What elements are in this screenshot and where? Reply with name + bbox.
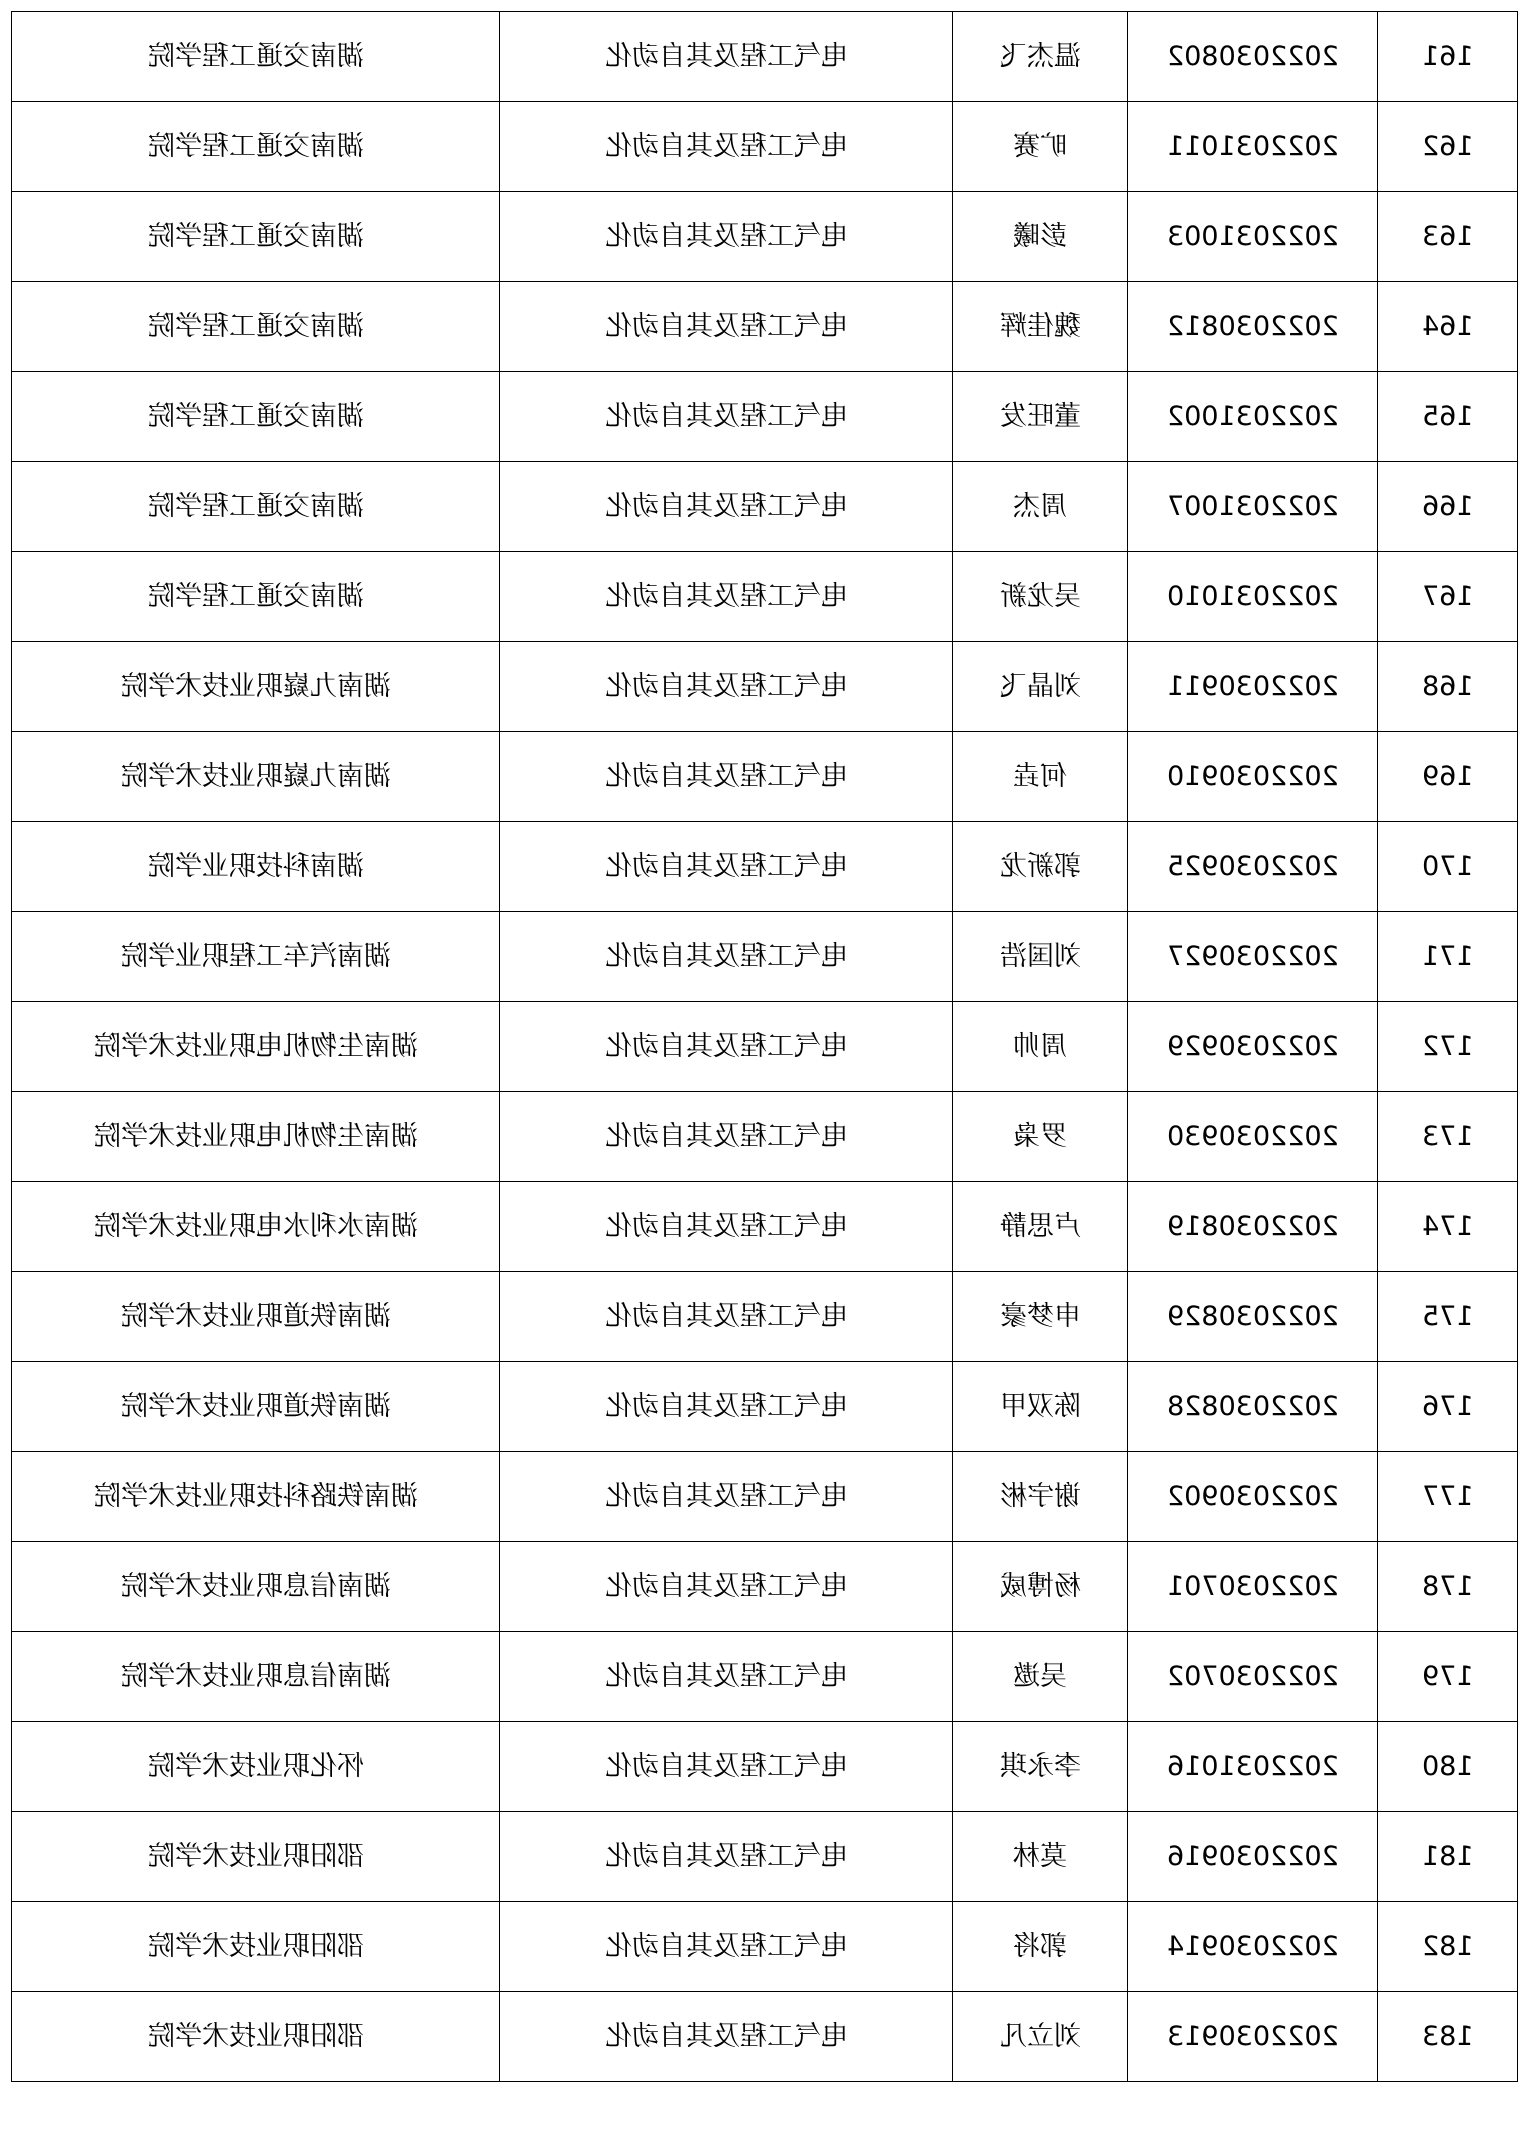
student-id-text: 2022031007 [1166, 491, 1339, 522]
name-cell [953, 372, 1128, 462]
school-cell [12, 1452, 500, 1542]
student-id-text: 2022030916 [1166, 1841, 1339, 1872]
school-cell [12, 372, 500, 462]
student-id-text: 2022030913 [1166, 2021, 1339, 2052]
student-id-text: 2022031003 [1166, 221, 1339, 252]
sequence-cell [1378, 1002, 1518, 1092]
name-cell [953, 1722, 1128, 1812]
table-row [12, 372, 1518, 462]
sequence-cell [1378, 1632, 1518, 1722]
school-cell [12, 1002, 500, 1092]
name-cell [953, 462, 1128, 552]
table-row [12, 1182, 1518, 1272]
school-text: 湖南铁道职业技术学院 [120, 1301, 391, 1332]
school-text: 湖南水利水电职业技术学院 [93, 1211, 418, 1242]
school-text: 湖南汽车工程职业学院 [120, 941, 391, 972]
major-cell [500, 282, 953, 372]
name-cell [953, 642, 1128, 732]
name-cell [953, 1362, 1128, 1452]
school-text: 湖南交通工程学院 [147, 401, 364, 432]
student-id-text: 2022030910 [1166, 761, 1339, 792]
name-text: 陈双甲 [999, 1391, 1081, 1422]
major-cell [500, 912, 953, 1002]
sequence-text: 178 [1421, 1571, 1474, 1602]
sequence-text: 164 [1421, 311, 1474, 342]
name-cell [953, 102, 1128, 192]
student-id-cell [1128, 552, 1378, 642]
student-id-text: 2022030829 [1166, 1301, 1339, 1332]
major-text: 电气工程及其自动化 [604, 1481, 848, 1512]
school-cell [12, 1272, 500, 1362]
name-text: 何垚 [1013, 761, 1067, 792]
sequence-text: 176 [1421, 1391, 1474, 1422]
major-cell [500, 1542, 953, 1632]
sequence-text: 161 [1421, 41, 1474, 72]
major-cell [500, 1722, 953, 1812]
school-text: 湖南铁道职业技术学院 [120, 1391, 391, 1422]
sequence-text: 170 [1421, 851, 1474, 882]
name-text: 杨博威 [999, 1571, 1081, 1602]
major-cell [500, 1902, 953, 1992]
student-roster-table [11, 11, 1518, 2082]
student-id-cell [1128, 1992, 1378, 2082]
school-cell [12, 1092, 500, 1182]
sequence-text: 181 [1421, 1841, 1474, 1872]
student-id-cell [1128, 1182, 1378, 1272]
school-text: 邵阳职业技术学院 [147, 2021, 364, 2052]
name-text: 申梦豪 [999, 1301, 1081, 1332]
school-cell [12, 12, 500, 102]
major-cell [500, 1002, 953, 1092]
major-text: 电气工程及其自动化 [604, 41, 848, 72]
name-text: 周杰 [1013, 491, 1067, 522]
student-id-text: 2022031002 [1166, 401, 1339, 432]
school-cell [12, 1362, 500, 1452]
sequence-cell [1378, 1362, 1518, 1452]
student-id-cell [1128, 372, 1378, 462]
sequence-cell [1378, 642, 1518, 732]
sequence-text: 166 [1421, 491, 1474, 522]
major-text: 电气工程及其自动化 [604, 1121, 848, 1152]
school-cell [12, 102, 500, 192]
major-cell [500, 102, 953, 192]
sequence-text: 174 [1421, 1211, 1474, 1242]
major-cell [500, 1632, 953, 1722]
name-cell [953, 1002, 1128, 1092]
school-cell [12, 1902, 500, 1992]
name-text: 温杰飞 [999, 41, 1081, 72]
student-id-text: 2022030925 [1166, 851, 1339, 882]
student-id-cell [1128, 1632, 1378, 1722]
major-cell [500, 642, 953, 732]
school-text: 湖南信息职业技术学院 [120, 1661, 391, 1692]
sequence-text: 165 [1421, 401, 1474, 432]
sequence-text: 169 [1421, 761, 1474, 792]
name-cell [953, 1812, 1128, 1902]
student-id-text: 2022030902 [1166, 1481, 1339, 1512]
student-id-cell [1128, 912, 1378, 1002]
school-cell [12, 1182, 500, 1272]
school-cell [12, 1722, 500, 1812]
student-id-cell [1128, 102, 1378, 192]
sequence-cell [1378, 1812, 1518, 1902]
school-cell [12, 1992, 500, 2082]
name-cell [953, 1632, 1128, 1722]
table-row [12, 642, 1518, 732]
major-cell [500, 1182, 953, 1272]
table-row [12, 1992, 1518, 2082]
major-cell [500, 1812, 953, 1902]
school-text: 邵阳职业技术学院 [147, 1931, 364, 1962]
major-text: 电气工程及其自动化 [604, 1841, 848, 1872]
major-cell [500, 192, 953, 282]
sequence-text: 183 [1421, 2021, 1474, 2052]
sequence-text: 163 [1421, 221, 1474, 252]
table-row [12, 1542, 1518, 1632]
sequence-cell [1378, 12, 1518, 102]
sequence-cell [1378, 1722, 1518, 1812]
table-row [12, 102, 1518, 192]
name-cell [953, 1272, 1128, 1362]
table-row [12, 12, 1518, 102]
student-id-cell [1128, 822, 1378, 912]
name-text: 董旺发 [999, 401, 1081, 432]
name-cell [953, 1182, 1128, 1272]
major-text: 电气工程及其自动化 [604, 1571, 848, 1602]
name-text: 卢思静 [999, 1211, 1081, 1242]
sequence-text: 175 [1421, 1301, 1474, 1332]
name-cell [953, 1542, 1128, 1632]
student-id-text: 2022030929 [1166, 1031, 1339, 1062]
major-text: 电气工程及其自动化 [604, 581, 848, 612]
name-text: 郭将 [1013, 1931, 1067, 1962]
school-cell [12, 552, 500, 642]
name-text: 罗枭 [1013, 1121, 1067, 1152]
school-cell [12, 1632, 500, 1722]
name-text: 魏佳辉 [999, 311, 1081, 342]
student-id-text: 2022031010 [1166, 581, 1339, 612]
student-id-cell [1128, 1902, 1378, 1992]
major-text: 电气工程及其自动化 [604, 2021, 848, 2052]
school-cell [12, 282, 500, 372]
major-text: 电气工程及其自动化 [604, 1751, 848, 1782]
major-text: 电气工程及其自动化 [604, 851, 848, 882]
school-cell [12, 912, 500, 1002]
table-row [12, 1902, 1518, 1992]
major-text: 电气工程及其自动化 [604, 1391, 848, 1422]
sequence-cell [1378, 102, 1518, 192]
major-text: 电气工程及其自动化 [604, 1931, 848, 1962]
school-text: 湖南信息职业技术学院 [120, 1571, 391, 1602]
school-text: 怀化职业技术学院 [147, 1751, 364, 1782]
major-text: 电气工程及其自动化 [604, 761, 848, 792]
name-cell [953, 912, 1128, 1002]
student-id-cell [1128, 732, 1378, 822]
student-id-cell [1128, 192, 1378, 282]
name-cell [953, 1092, 1128, 1182]
student-id-cell [1128, 642, 1378, 732]
name-cell [953, 282, 1128, 372]
sequence-text: 182 [1421, 1931, 1474, 1962]
school-text: 湖南铁路科技职业技术学院 [93, 1481, 418, 1512]
name-text: 旷赛 [1013, 131, 1067, 162]
student-id-cell [1128, 1542, 1378, 1632]
name-text: 周帅 [1013, 1031, 1067, 1062]
sequence-cell [1378, 1452, 1518, 1542]
sequence-text: 172 [1421, 1031, 1474, 1062]
major-text: 电气工程及其自动化 [604, 1301, 848, 1332]
table-row [12, 192, 1518, 282]
sequence-text: 179 [1421, 1661, 1474, 1692]
student-id-cell [1128, 1002, 1378, 1092]
name-cell [953, 1992, 1128, 2082]
sequence-cell [1378, 1182, 1518, 1272]
name-text: 刘立凡 [999, 2021, 1081, 2052]
student-id-cell [1128, 462, 1378, 552]
name-text: 吴龙新 [999, 581, 1081, 612]
student-id-text: 2022030802 [1166, 41, 1339, 72]
name-text: 彭曦 [1013, 221, 1067, 252]
school-text: 湖南交通工程学院 [147, 41, 364, 72]
major-cell [500, 1362, 953, 1452]
name-text: 刘晶飞 [999, 671, 1081, 702]
student-id-cell [1128, 1362, 1378, 1452]
sequence-cell [1378, 1992, 1518, 2082]
student-id-text: 2022030914 [1166, 1931, 1339, 1962]
table-row [12, 462, 1518, 552]
name-cell [953, 1902, 1128, 1992]
major-cell [500, 12, 953, 102]
major-text: 电气工程及其自动化 [604, 1031, 848, 1062]
school-cell [12, 732, 500, 822]
table-row [12, 282, 1518, 372]
table-row [12, 1362, 1518, 1452]
student-id-text: 2022031011 [1166, 131, 1339, 162]
major-text: 电气工程及其自动化 [604, 401, 848, 432]
major-cell [500, 372, 953, 462]
table-row [12, 1092, 1518, 1182]
student-id-text: 2022030828 [1166, 1391, 1339, 1422]
school-cell [12, 462, 500, 552]
school-text: 湖南生物机电职业技术学院 [93, 1121, 418, 1152]
sequence-text: 177 [1421, 1481, 1474, 1512]
sequence-cell [1378, 192, 1518, 282]
major-text: 电气工程及其自动化 [604, 1211, 848, 1242]
table-row [12, 1452, 1518, 1542]
sequence-cell [1378, 462, 1518, 552]
student-id-text: 2022030701 [1166, 1571, 1339, 1602]
name-cell [953, 1452, 1128, 1542]
school-text: 湖南交通工程学院 [147, 221, 364, 252]
table-row [12, 912, 1518, 1002]
school-cell [12, 1812, 500, 1902]
school-text: 湖南九嶷职业技术学院 [120, 671, 391, 702]
name-text: 莫林 [1013, 1841, 1067, 1872]
name-cell [953, 732, 1128, 822]
sequence-cell [1378, 282, 1518, 372]
sequence-text: 162 [1421, 131, 1474, 162]
student-id-text: 2022030702 [1166, 1661, 1339, 1692]
sequence-cell [1378, 1902, 1518, 1992]
school-text: 湖南生物机电职业技术学院 [93, 1031, 418, 1062]
sequence-text: 180 [1421, 1751, 1474, 1782]
major-text: 电气工程及其自动化 [604, 491, 848, 522]
name-cell [953, 822, 1128, 912]
major-cell [500, 822, 953, 912]
table-row [12, 732, 1518, 822]
school-text: 湖南交通工程学院 [147, 491, 364, 522]
school-cell [12, 822, 500, 912]
sequence-cell [1378, 912, 1518, 1002]
major-text: 电气工程及其自动化 [604, 1661, 848, 1692]
student-id-text: 2022030930 [1166, 1121, 1339, 1152]
major-text: 电气工程及其自动化 [604, 941, 848, 972]
major-text: 电气工程及其自动化 [604, 221, 848, 252]
table-row [12, 1722, 1518, 1812]
sequence-cell [1378, 552, 1518, 642]
sequence-cell [1378, 1092, 1518, 1182]
school-text: 湖南九嶷职业技术学院 [120, 761, 391, 792]
table-row [12, 1272, 1518, 1362]
sequence-text: 168 [1421, 671, 1474, 702]
major-cell [500, 462, 953, 552]
student-id-text: 2022031016 [1166, 1751, 1339, 1782]
name-text: 谢宇彬 [999, 1481, 1081, 1512]
major-cell [500, 552, 953, 642]
sequence-cell [1378, 732, 1518, 822]
major-text: 电气工程及其自动化 [604, 131, 848, 162]
school-text: 湖南交通工程学院 [147, 311, 364, 342]
sequence-text: 167 [1421, 581, 1474, 612]
student-id-cell [1128, 1272, 1378, 1362]
sequence-cell [1378, 1542, 1518, 1632]
sequence-cell [1378, 1272, 1518, 1362]
table-row [12, 552, 1518, 642]
school-cell [12, 192, 500, 282]
student-id-cell [1128, 1452, 1378, 1542]
sequence-cell [1378, 372, 1518, 462]
student-id-cell [1128, 12, 1378, 102]
name-text: 郭新龙 [999, 851, 1081, 882]
sequence-cell [1378, 822, 1518, 912]
table-row [12, 1632, 1518, 1722]
table-row [12, 1812, 1518, 1902]
student-id-cell [1128, 1722, 1378, 1812]
major-text: 电气工程及其自动化 [604, 311, 848, 342]
student-id-text: 2022030819 [1166, 1211, 1339, 1242]
school-cell [12, 1542, 500, 1632]
school-text: 邵阳职业技术学院 [147, 1841, 364, 1872]
school-text: 湖南交通工程学院 [147, 131, 364, 162]
school-cell [12, 642, 500, 732]
major-cell [500, 1272, 953, 1362]
name-text: 吴遨 [1013, 1661, 1067, 1692]
sequence-text: 173 [1421, 1121, 1474, 1152]
name-cell [953, 552, 1128, 642]
school-text: 湖南科技职业学院 [147, 851, 364, 882]
student-id-cell [1128, 282, 1378, 372]
major-text: 电气工程及其自动化 [604, 671, 848, 702]
name-text: 刘国浩 [999, 941, 1081, 972]
sequence-text: 171 [1421, 941, 1474, 972]
school-text: 湖南交通工程学院 [147, 581, 364, 612]
student-id-text: 2022030812 [1166, 311, 1339, 342]
name-cell [953, 192, 1128, 282]
table-row [12, 1002, 1518, 1092]
student-id-cell [1128, 1812, 1378, 1902]
major-cell [500, 1992, 953, 2082]
table-row [12, 822, 1518, 912]
student-id-text: 2022030911 [1166, 671, 1339, 702]
major-cell [500, 732, 953, 822]
name-cell [953, 12, 1128, 102]
student-id-cell [1128, 1092, 1378, 1182]
student-id-text: 2022030927 [1166, 941, 1339, 972]
name-text: 李永琪 [999, 1751, 1081, 1782]
roster-body [12, 12, 1518, 2082]
major-cell [500, 1092, 953, 1182]
major-cell [500, 1452, 953, 1542]
